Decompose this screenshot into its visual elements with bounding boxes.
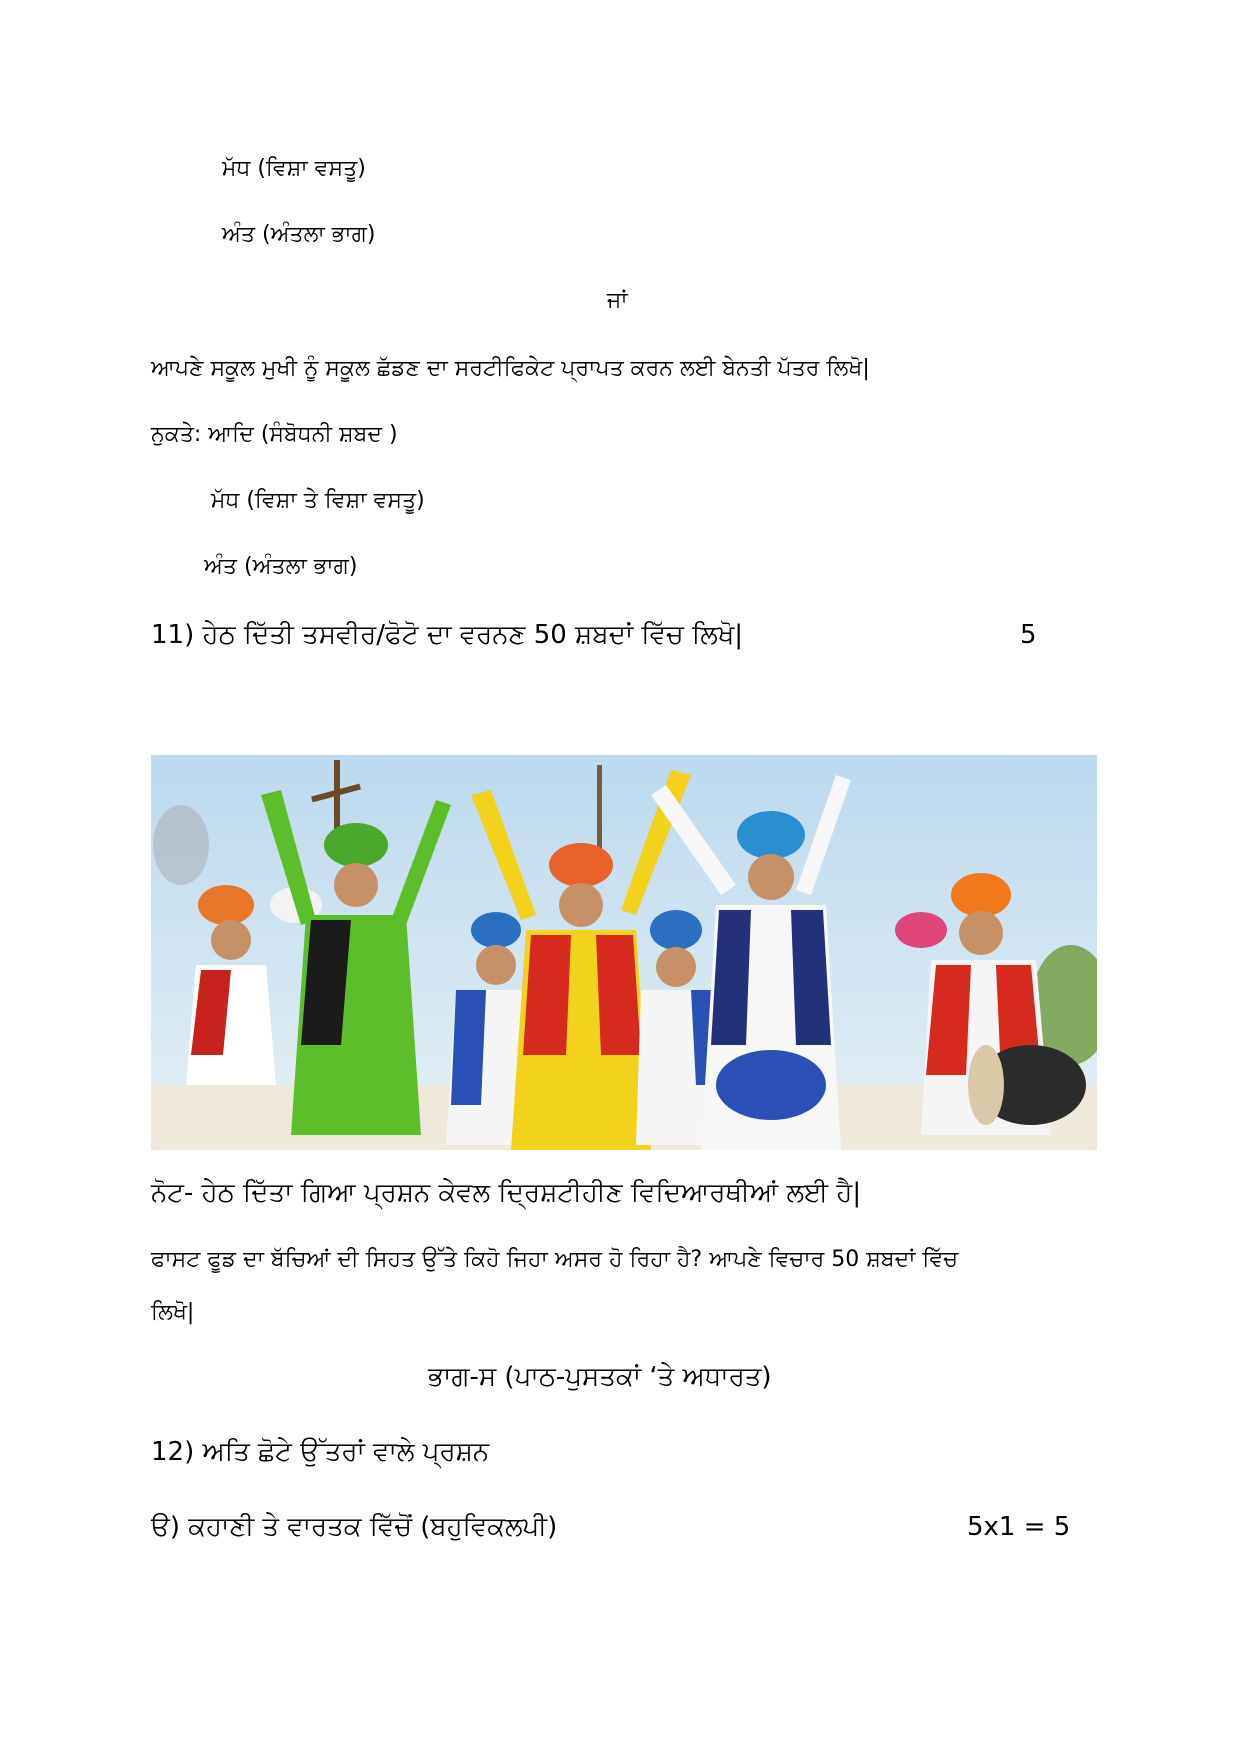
point-madh: ਮੱਧ (ਵਿਸ਼ਾ ਤੇ ਵਿਸ਼ਾ ਵਸਤੂ) — [211, 488, 425, 513]
point-ant: ਅੰਤ (ਅੰਤਲਾ ਭਾਗ) — [204, 554, 358, 579]
question-11: 11) ਹੇਠ ਦਿੱਤੀ ਤਸਵੀਰ/ਫੋਟੋ ਦਾ ਵਰਨਣ 50 ਸ਼ਬਦਾਂ ਵਿੱਚ ਲਿਖੋ| — [151, 620, 744, 650]
section-heading: ਭਾਗ-ਸ (ਪਾਠ-ਪੁਸਤਕਾਂ ‘ਤੇ ਅਧਾਰਤ) — [428, 1362, 772, 1392]
alt-question-line-1: ਫਾਸਟ ਫੂਡ ਦਾ ਬੱਚਿਆਂ ਦੀ ਸਿਹਤ ਉੱਤੇ ਕਿਹੋ ਜਿਹਾ ਅਸਰ ਹੋ ਰਿਹਾ ਹੈ? ਆਪਣੇ ਵਿਚਾਰ 50 ਸ਼ਬਦਾਂ ਵਿੱਚ — [151, 1247, 959, 1272]
question-12: 12) ਅਤਿ ਛੋਟੇ ਉੱਤਰਾਂ ਵਾਲੇ ਪ੍ਰਸ਼ਨ — [151, 1437, 490, 1467]
prev-point-madh: ਮੱਧ (ਵਿਸ਼ਾ ਵਸਤੂ) — [222, 156, 366, 181]
or-separator: ਜਾਂ — [607, 288, 628, 313]
point-nukte: ਨੁਕਤੇ: ਆਦਿ (ਸੰਬੋਧਨੀ ਸ਼ਬਦ ) — [151, 422, 398, 447]
prev-point-ant: ਅੰਤ (ਅੰਤਲਾ ਭਾਗ) — [222, 222, 376, 247]
note: ਨੋਟ- ਹੇਠ ਦਿੱਤਾ ਗਿਆ ਪ੍ਰਸ਼ਨ ਕੇਵਲ ਦ੍ਰਿਸ਼ਟੀਹੀਣ ਵਿਦਿਆਰਥੀਆਂ ਲਈ ਹੈ| — [151, 1178, 862, 1208]
question-12a: ੳ) ਕਹਾਣੀ ਤੇ ਵਾਰਤਕ ਵਿੱਚੋਂ (ਬਹੁਵਿਕਲਪੀ) — [151, 1512, 558, 1542]
alt-question-line-2: ਲਿਖੋ| — [151, 1300, 195, 1325]
letter-prompt: ਆਪਣੇ ਸਕੂਲ ਮੁਖੀ ਨੂੰ ਸਕੂਲ ਛੱਡਣ ਦਾ ਸਰਟੀਫਿਕੇਟ ਪ੍ਰਾਪਤ ਕਰਨ ਲਈ ਬੇਨਤੀ ਪੱਤਰ ਲਿਖੋ| — [151, 356, 870, 381]
bhangra-dancers-illustration — [151, 755, 1097, 1150]
question-12a-marks: 5x1 = 5 — [967, 1512, 1071, 1542]
question-11-marks: 5 — [1020, 620, 1037, 650]
